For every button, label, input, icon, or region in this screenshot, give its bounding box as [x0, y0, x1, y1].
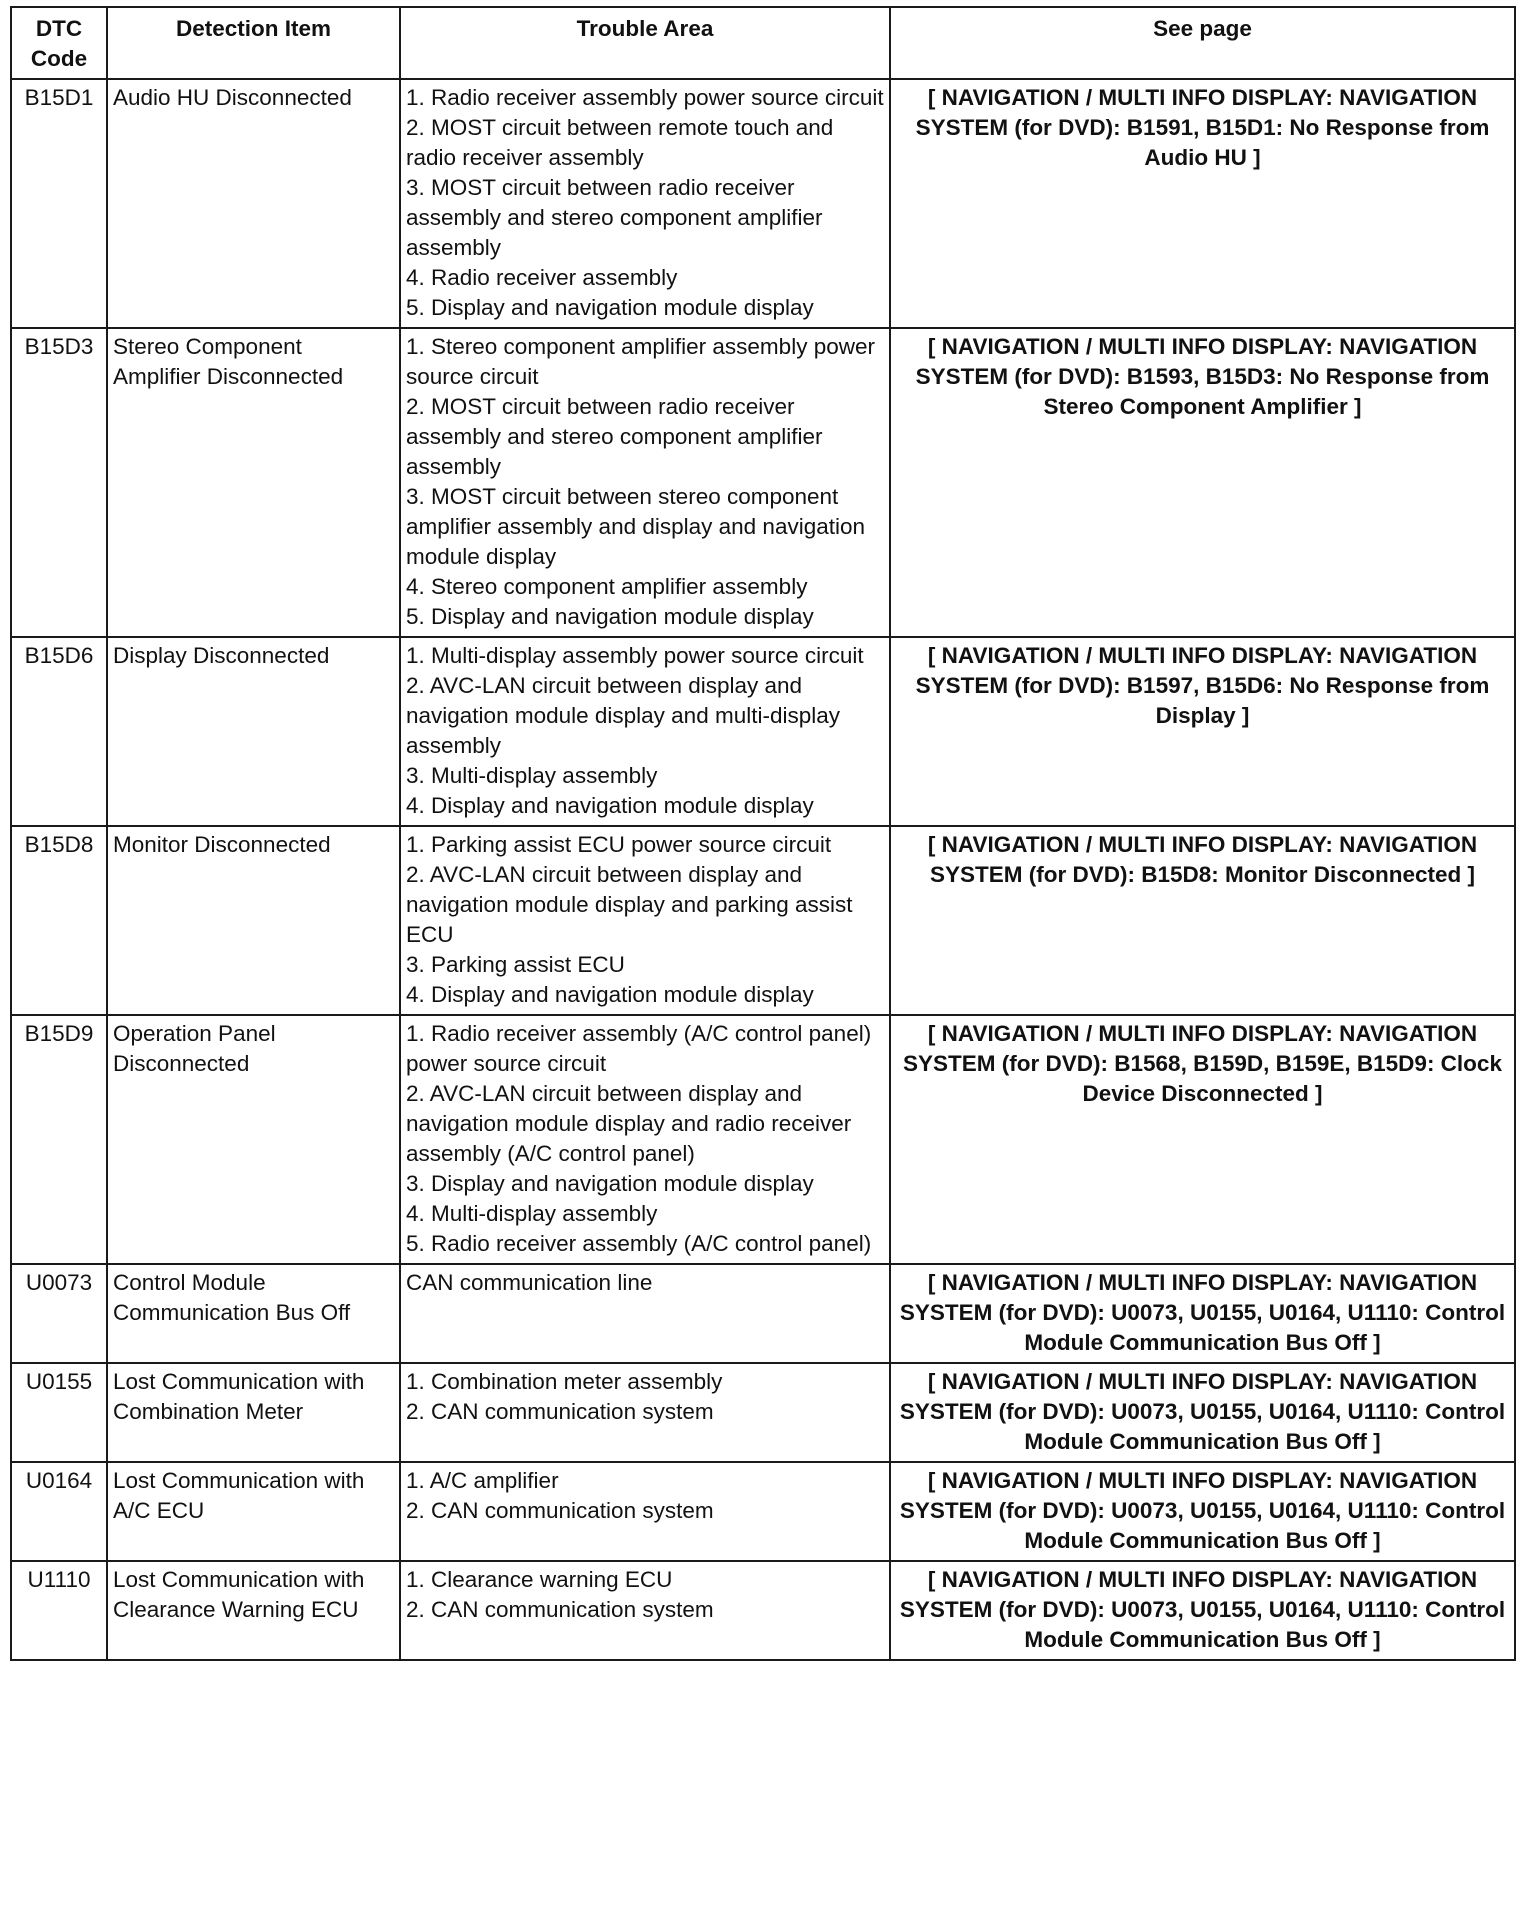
trouble-area-item: 2. AVC-LAN circuit between display and navigation module display and parking assist ECU	[406, 862, 853, 947]
see-page-link[interactable]: [ NAVIGATION / MULTI INFO DISPLAY: NAVIGATION SYSTEM (for DVD): B1597, B15D6: No Response from Display ]	[890, 637, 1515, 826]
trouble-area-cell	[400, 826, 890, 1015]
trouble-area-item: 4. Radio receiver assembly	[406, 265, 678, 290]
dtc-code-cell: U0073	[11, 1264, 107, 1363]
table-row	[11, 79, 1515, 328]
table-row	[11, 1015, 1515, 1264]
header-row	[11, 7, 1515, 79]
header-detection-item: Detection Item	[107, 7, 400, 79]
trouble-area-item: CAN communication line	[406, 1270, 653, 1295]
table-row	[11, 637, 1515, 826]
header-trouble-area: Trouble Area	[400, 7, 890, 79]
detection-item-cell: Display Disconnected	[107, 637, 400, 826]
trouble-area-item: 2. MOST circuit between radio receiver assembly and stereo component amplifier assembly	[406, 394, 823, 479]
trouble-area-item: 1. Radio receiver assembly power source circuit	[406, 85, 884, 110]
trouble-area-item: 4. Display and navigation module display	[406, 793, 814, 818]
dtc-code-cell: B15D8	[11, 826, 107, 1015]
detection-item-cell: Lost Communication with Combination Meter	[107, 1363, 400, 1462]
trouble-area-item: 1. Parking assist ECU power source circuit	[406, 832, 832, 857]
trouble-area-cell	[400, 1462, 890, 1561]
table-row	[11, 1264, 1515, 1363]
trouble-area-cell	[400, 328, 890, 637]
trouble-area-item: 3. MOST circuit between stereo component amplifier assembly and display and navigation module display	[406, 484, 866, 569]
see-page-link[interactable]: [ NAVIGATION / MULTI INFO DISPLAY: NAVIGATION SYSTEM (for DVD): B1593, B15D3: No Response from Stereo Component Amplifier ]	[890, 328, 1515, 637]
header-dtc-code: DTC Code	[11, 7, 107, 79]
dtc-code-cell: U0155	[11, 1363, 107, 1462]
dtc-table	[10, 6, 1516, 1661]
detection-item-cell: Audio HU Disconnected	[107, 79, 400, 328]
table-row	[11, 826, 1515, 1015]
trouble-area-item: 2. MOST circuit between remote touch and radio receiver assembly	[406, 115, 834, 170]
trouble-area-item: 5. Display and navigation module display	[406, 295, 814, 320]
trouble-area-item: 4. Stereo component amplifier assembly	[406, 574, 808, 599]
trouble-area-item: 2. CAN communication system	[406, 1399, 714, 1424]
detection-item-cell: Operation Panel Disconnected	[107, 1015, 400, 1264]
trouble-area-item: 1. Radio receiver assembly (A/C control panel) power source circuit	[406, 1021, 872, 1076]
trouble-area-item: 4. Multi-display assembly	[406, 1201, 658, 1226]
see-page-link[interactable]: [ NAVIGATION / MULTI INFO DISPLAY: NAVIGATION SYSTEM (for DVD): U0073, U0155, U0164, U1110: Control Module Communication Bus Off ]	[890, 1462, 1515, 1561]
see-page-link[interactable]: [ NAVIGATION / MULTI INFO DISPLAY: NAVIGATION SYSTEM (for DVD): U0073, U0155, U0164, U1110: Control Module Communication Bus Off ]	[890, 1561, 1515, 1660]
trouble-area-item: 2. AVC-LAN circuit between display and navigation module display and multi-display assembly	[406, 673, 840, 758]
trouble-area-cell	[400, 1264, 890, 1363]
dtc-code-cell: B15D6	[11, 637, 107, 826]
trouble-area-cell	[400, 1015, 890, 1264]
trouble-area-item: 1. A/C amplifier	[406, 1468, 559, 1493]
trouble-area-item: 3. Parking assist ECU	[406, 952, 625, 977]
trouble-area-item: 5. Display and navigation module display	[406, 604, 814, 629]
table-row	[11, 1462, 1515, 1561]
dtc-code-cell: B15D9	[11, 1015, 107, 1264]
detection-item-cell: Lost Communication with Clearance Warning ECU	[107, 1561, 400, 1660]
detection-item-cell: Stereo Component Amplifier Disconnected	[107, 328, 400, 637]
detection-item-cell: Monitor Disconnected	[107, 826, 400, 1015]
trouble-area-item: 4. Display and navigation module display	[406, 982, 814, 1007]
see-page-link[interactable]: [ NAVIGATION / MULTI INFO DISPLAY: NAVIGATION SYSTEM (for DVD): U0073, U0155, U0164, U1110: Control Module Communication Bus Off ]	[890, 1264, 1515, 1363]
see-page-link[interactable]: [ NAVIGATION / MULTI INFO DISPLAY: NAVIGATION SYSTEM (for DVD): B1568, B159D, B159E, B15D9: Clock Device Disconnected ]	[890, 1015, 1515, 1264]
trouble-area-cell	[400, 1561, 890, 1660]
trouble-area-item: 2. AVC-LAN circuit between display and navigation module display and radio receiver assembly (A/C control panel)	[406, 1081, 852, 1166]
see-page-link[interactable]: [ NAVIGATION / MULTI INFO DISPLAY: NAVIGATION SYSTEM (for DVD): U0073, U0155, U0164, U1110: Control Module Communication Bus Off ]	[890, 1363, 1515, 1462]
trouble-area-item: 1. Clearance warning ECU	[406, 1567, 673, 1592]
trouble-area-item: 1. Multi-display assembly power source circuit	[406, 643, 864, 668]
header-see-page: See page	[890, 7, 1515, 79]
see-page-link[interactable]: [ NAVIGATION / MULTI INFO DISPLAY: NAVIGATION SYSTEM (for DVD): B1591, B15D1: No Response from Audio HU ]	[890, 79, 1515, 328]
trouble-area-item: 3. Multi-display assembly	[406, 763, 658, 788]
trouble-area-item: 3. Display and navigation module display	[406, 1171, 814, 1196]
table-row	[11, 328, 1515, 637]
trouble-area-item: 2. CAN communication system	[406, 1597, 714, 1622]
trouble-area-cell	[400, 79, 890, 328]
trouble-area-item: 3. MOST circuit between radio receiver assembly and stereo component amplifier assembly	[406, 175, 823, 260]
detection-item-cell: Lost Communication with A/C ECU	[107, 1462, 400, 1561]
detection-item-cell: Control Module Communication Bus Off	[107, 1264, 400, 1363]
dtc-code-cell: U1110	[11, 1561, 107, 1660]
table-row	[11, 1363, 1515, 1462]
trouble-area-item: 2. CAN communication system	[406, 1498, 714, 1523]
table-row	[11, 1561, 1515, 1660]
dtc-code-cell: B15D3	[11, 328, 107, 637]
dtc-code-cell: B15D1	[11, 79, 107, 328]
trouble-area-item: 5. Radio receiver assembly (A/C control panel)	[406, 1231, 872, 1256]
trouble-area-cell	[400, 1363, 890, 1462]
trouble-area-cell	[400, 637, 890, 826]
dtc-code-cell: U0164	[11, 1462, 107, 1561]
trouble-area-item: 1. Combination meter assembly	[406, 1369, 723, 1394]
trouble-area-item: 1. Stereo component amplifier assembly power source circuit	[406, 334, 875, 389]
see-page-link[interactable]: [ NAVIGATION / MULTI INFO DISPLAY: NAVIGATION SYSTEM (for DVD): B15D8: Monitor Disconnected ]	[890, 826, 1515, 1015]
